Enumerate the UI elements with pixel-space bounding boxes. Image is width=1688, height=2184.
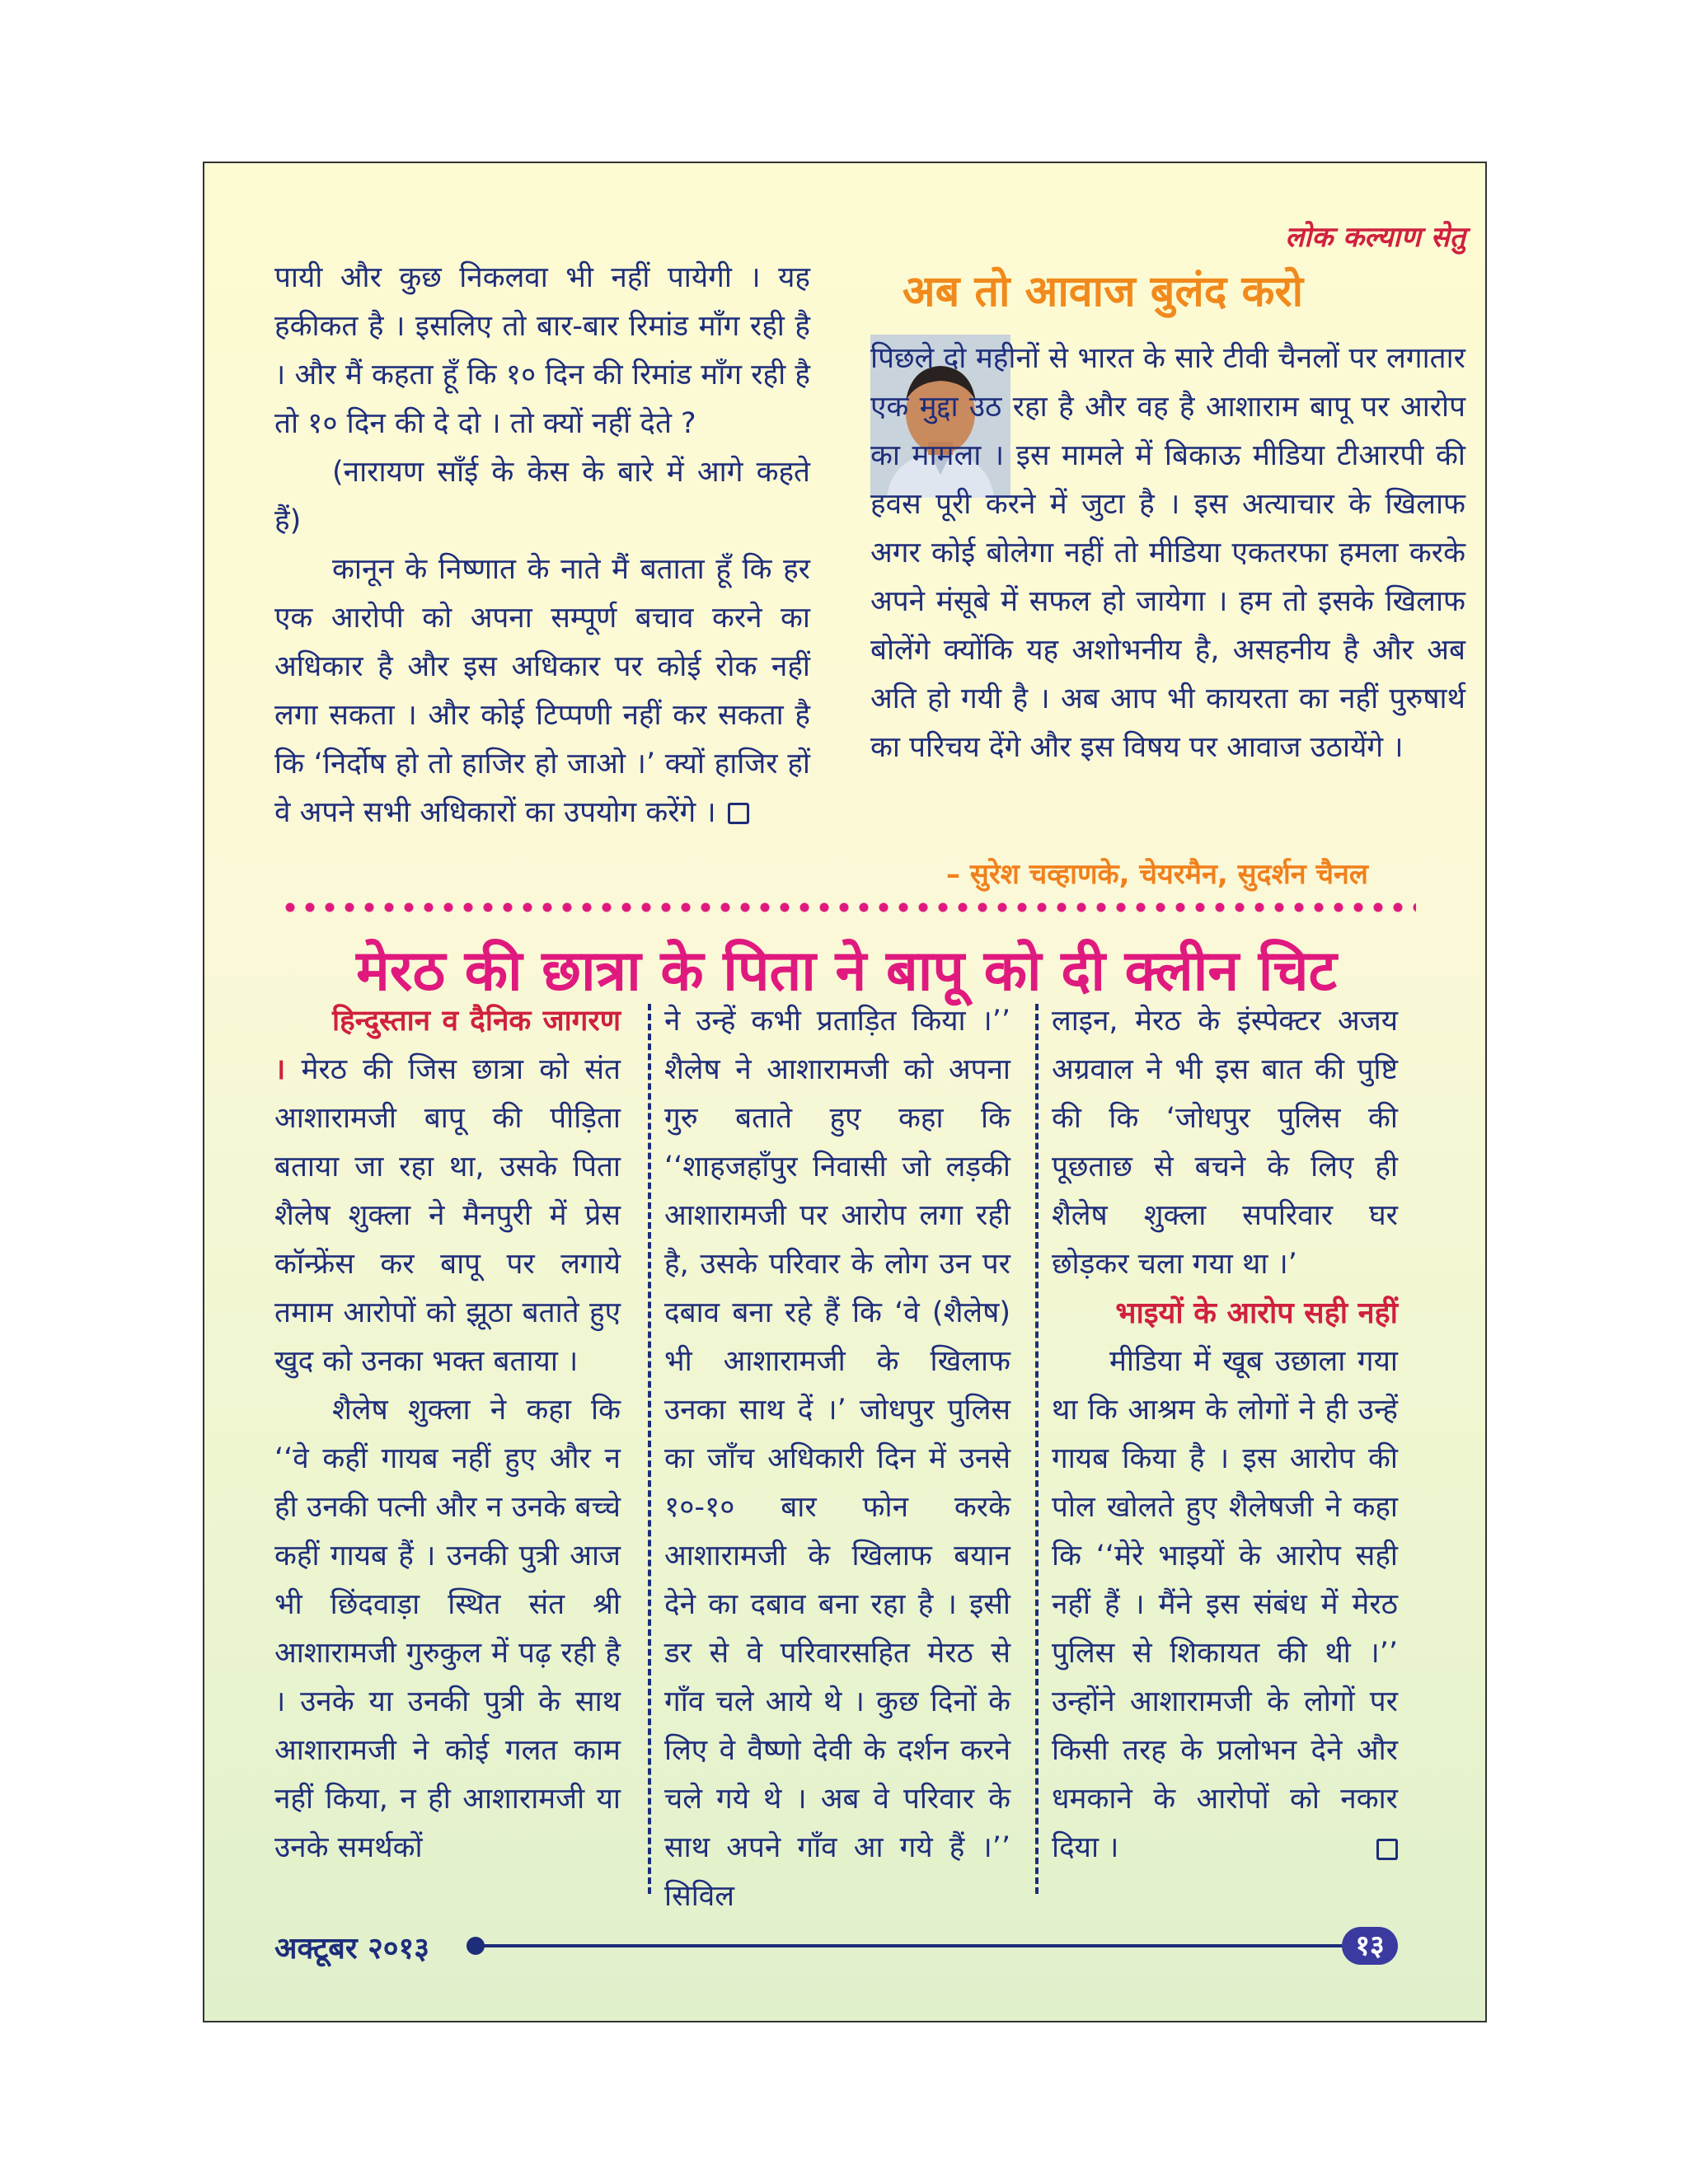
column-1-paragraph-2: शैलेष शुक्ला ने कहा कि ‘‘वे कहीं गायब नहीं हुए और न ही उनकी पत्नी और न उनके बच्चे कहीं गायब हैं । उनकी पुत्री आज भी छिंदवाड़ा स्थित संत श्री आशारामजी गुरुकुल में पढ़ रही है । उनके या उनकी पुत्री के साथ आशारामजी ने कोई गलत काम नहीं किया, न ही आशारामजी या उनके समर्थकों	[274, 1394, 621, 1864]
magazine-page	[203, 162, 1487, 2022]
column-3-paragraph-1: लाइन, मेरठ के इंस्पेक्टर अजय अग्रवाल ने भी इस बात की पुष्टि की कि ‘जोधपुर पुलिस की पूछताछ से बचने के लिए ही शैलेष शुक्ला सपरिवार घर छोड़कर चला गया था ।’	[1052, 1005, 1398, 1281]
continued-paragraph-3	[274, 546, 810, 837]
continued-paragraph-1: पायी और कुछ निकलवा भी नहीं पायेगी । यह हकीकत है । इसलिए तो बार-बार रिमांड माँग रही है । और मैं कहता हूँ कि १० दिन की रिमांड माँग रही है तो १० दिन की दे दो । तो क्यों नहीं देते ?	[274, 261, 810, 440]
footer-rule	[476, 1944, 1342, 1947]
column-3-paragraph-2-text: मीडिया में खूब उछाला गया था कि आश्रम के लोगों ने ही उन्हें गायब किया है । इस आरोप की पोल खोलते हुए शैलेषजी ने कहा कि ‘‘मेरे भाइयों के आरोप सही नहीं हैं । मैंने इस संबंध में मेरठ पुलिस से शिकायत की थी ।’’ उन्होंने आशारामजी के लोगों पर किसी तरह के प्रलोभन देने और धमकाने के आरोपों को नकार दिया ।	[1052, 1345, 1398, 1864]
series-name: लोक कल्याण सेतु	[1285, 221, 1465, 254]
end-mark-icon	[728, 803, 749, 824]
article-column-3	[1052, 997, 1398, 1872]
page-number: १३	[1342, 1927, 1398, 1965]
issue-date: अक्टूबर २०१३	[274, 1931, 429, 1966]
column-2-paragraph: ने उन्हें कभी प्रताड़ित किया ।’’ शैलेष ने आशारामजी को अपना गुरु बताते हुए कहा कि ‘‘शाहजहाँपुर निवासी जो लड़की आशारामजी पर आरोप लगा रही है, उसके परिवार के लोग उन पर दबाव बना रहे हैं कि ‘वे (शैलेष) भी आशारामजी के खिलाफ उनका साथ दें ।’ जोधपुर पुलिस का जाँच अधिकारी दिन में उनसे १०-१० बार फोन करके आशारामजी के खिलाफ बयान देने का दबाव बना रहा है । इसी डर से वे परिवारसहित मेरठ से गाँव चले आये थे । कुछ दिनों के लिए वे वैष्णो देवी के दर्शन करने चले गये थे । अब वे परिवार के साथ अपने गाँव आ गये हैं ।’’ सिविल	[664, 1005, 1010, 1913]
column-divider-2	[1035, 1004, 1039, 1894]
end-mark-icon	[1376, 1839, 1398, 1860]
column-1-paragraph-1-text: मेरठ की जिस छात्रा को संत आशारामजी बापू की पीड़िता बताया जा रहा था, उसके पिता शैलेष शुक्ला ने मैनपुरी में प्रेस कॉन्फ्रेंस कर बापू पर लगाये तमाम आरोपों को झूठा बताते हुए खुद को उनका भक्त बताया ।	[274, 1053, 621, 1378]
source-label: हिन्दुस्तान व दैनिक जागरण ।	[274, 1005, 621, 1086]
column-3-paragraph-2	[1052, 1338, 1398, 1872]
subheading: भाइयों के आरोप सही नहीं	[1115, 1296, 1398, 1330]
dotted-separator	[280, 902, 1416, 913]
box-title: अब तो आवाज बुलंद करो	[902, 266, 1304, 316]
box-paragraph-text: पिछले दो महीनों से भारत के सारे टीवी चैनलों पर लगातार एक मुद्दा उठ रहा है और वह है आशाराम बापू पर आरोप का मामला । इस मामले में बिकाऊ मीडिया टीआरपी की हवस पूरी करने में जुटा है । इस अत्याचार के खिलाफ अगर कोई बोलेगा नहीं तो मीडिया एकतरफा हमला करके अपने मंसूबे में सफल हो जायेगा । हम तो इसके खिलाफ बोलेंगे क्योंकि यह अशोभनीय है, असहनीय है और अब अति हो गयी है । अब आप भी कायरता का नहीं पुरुषार्थ का परिचय देंगे और इस विषय पर आवाज उठायेंगे ।	[870, 342, 1465, 764]
article-column-1	[274, 997, 621, 1872]
column-divider-1	[648, 1004, 651, 1894]
article-headline: मेरठ की छात्रा के पिता ने बापू को दी क्लीन चिट	[356, 938, 1337, 1004]
article-column-2	[664, 997, 1010, 1921]
continued-paragraph-2: (नारायण साँई के केस के बारे में आगे कहते हैं)	[274, 456, 810, 537]
signature: – सुरेश चव्हाणके, चेयरमैन, सुदर्शन चैनल	[946, 858, 1368, 891]
column-1-paragraph-1	[274, 997, 621, 1386]
continued-paragraph-3-text: कानून के निष्णात के नाते मैं बताता हूँ कि हर एक आरोपी को अपना सम्पूर्ण बचाव करने का अधिकार है और इस अधिकार पर कोई रोक नहीं लगा सकता । और कोई टिप्पणी नहीं कर सकता है कि ‘निर्दोष हो तो हाजिर हो जाओ ।’ क्यों हाजिर हों वे अपने सभी अधिकारों का उपयोग करेंगे ।	[274, 553, 810, 829]
box-paragraph	[870, 335, 1465, 772]
continued-text	[274, 254, 810, 837]
